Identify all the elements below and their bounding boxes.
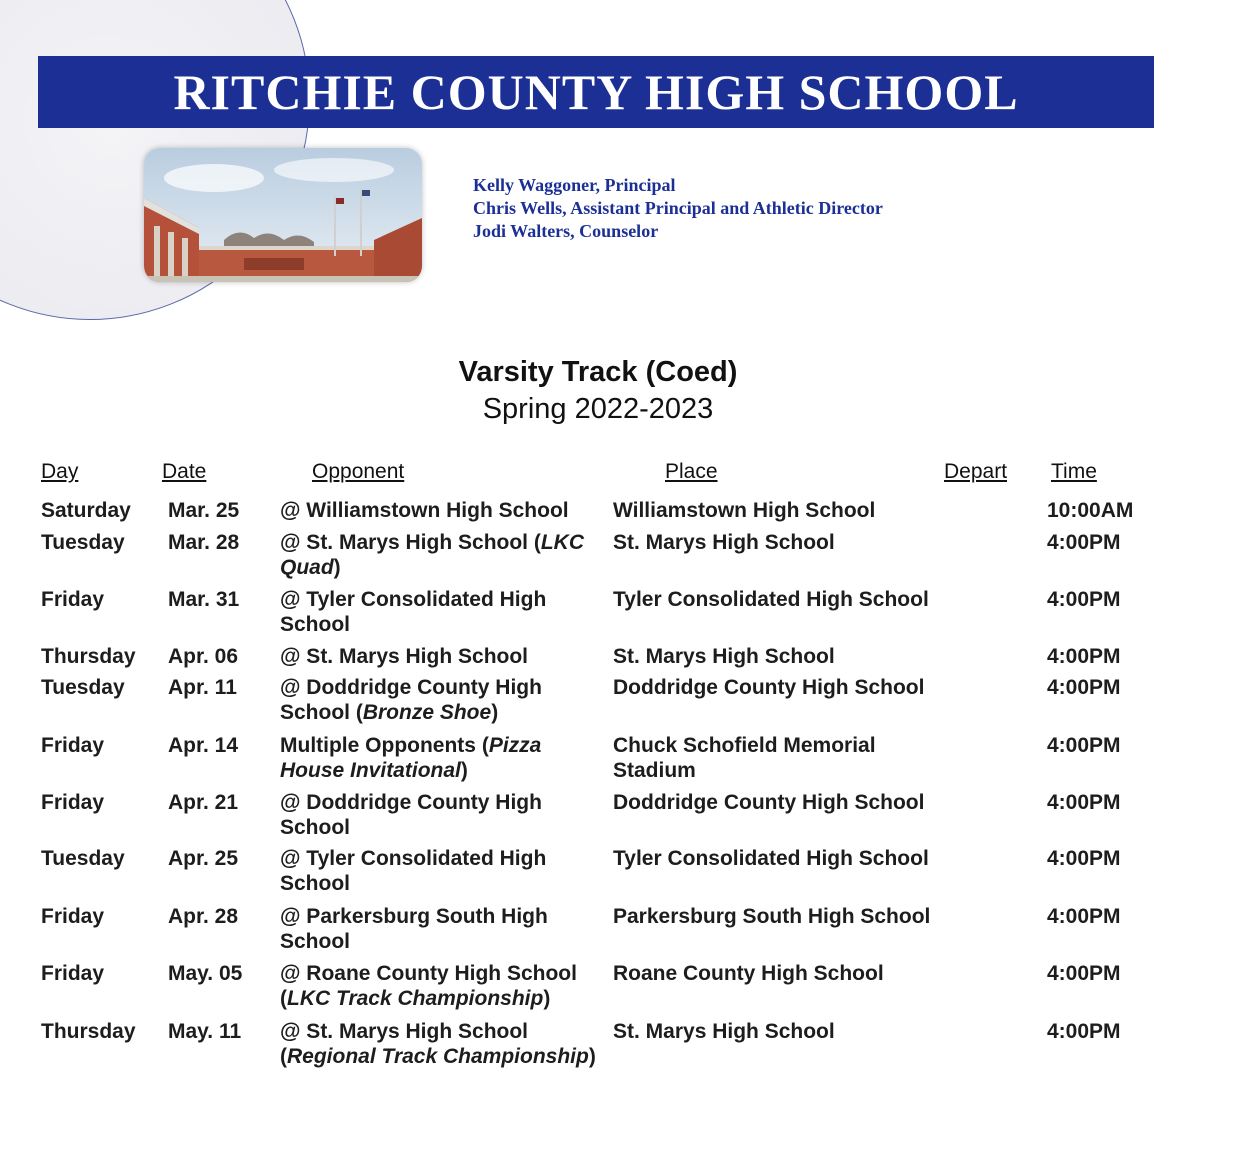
row-date: Apr. 28 [168, 905, 239, 928]
row-opponent [280, 675, 600, 725]
opponent-line2: (Regional Track Championship) [280, 1045, 596, 1068]
row-time: 4:00PM [1047, 905, 1121, 928]
row-place: Williamstown High School [613, 499, 876, 522]
column-header-opponent: Opponent [312, 460, 405, 483]
row-day: Friday [41, 734, 105, 757]
row-time: 4:00PM [1047, 531, 1121, 554]
row-time: 4:00PM [1047, 588, 1121, 611]
row-date: May. 05 [168, 962, 243, 985]
row-date: Mar. 31 [168, 588, 240, 611]
row-time: 10:00AM [1047, 499, 1134, 522]
row-day: Friday [41, 962, 105, 985]
opponent-line1: @ Doddridge County High [280, 676, 542, 699]
row-day: Tuesday [41, 676, 125, 699]
school-name: RITCHIE COUNTY HIGH SCHOOL [173, 64, 1019, 120]
column-header-day: Day [41, 460, 79, 483]
opponent-line2: School [280, 816, 351, 839]
row-date: Apr. 21 [168, 791, 239, 814]
row-opponent [280, 644, 600, 669]
row-day: Saturday [41, 499, 131, 522]
staff-assistant-principal: Chris Wells, Assistant Principal and Athletic Director [473, 198, 883, 218]
row-time: 4:00PM [1047, 1020, 1121, 1043]
opponent-line1: Multiple Opponents (Pizza [280, 734, 542, 757]
schedule-title: Varsity Track (Coed) [458, 356, 738, 388]
opponent-line2: School (Bronze Shoe) [280, 701, 499, 724]
staff-list [473, 174, 883, 243]
row-place: St. Marys High School [613, 531, 835, 554]
opponent-line2: School [280, 930, 351, 953]
row-date: Apr. 06 [168, 645, 239, 668]
row-day: Friday [41, 905, 105, 928]
row-opponent [280, 846, 600, 896]
opponent-line2: School [280, 872, 351, 895]
opponent-line1: @ Roane County High School [280, 962, 577, 985]
row-day: Thursday [41, 645, 136, 668]
row-place: Doddridge County High School [613, 676, 925, 699]
opponent-line1: @ St. Marys High School [280, 645, 529, 668]
opponent-line1: @ Parkersburg South High [280, 905, 548, 928]
opponent-line2: House Invitational) [280, 759, 468, 782]
row-time: 4:00PM [1047, 645, 1121, 668]
row-opponent [280, 530, 600, 580]
row-opponent [280, 904, 600, 954]
staff-counselor: Jodi Walters, Counselor [473, 221, 659, 241]
row-place: Chuck Schofield Memorial Stadium [613, 734, 876, 782]
header-banner [38, 56, 1154, 128]
row-day: Friday [41, 588, 105, 611]
row-date: Mar. 28 [168, 531, 240, 554]
opponent-line1: @ Tyler Consolidated High [280, 588, 547, 611]
opponent-line1: @ Williamstown High School [280, 499, 569, 522]
row-date: Mar. 25 [168, 499, 240, 522]
column-header-depart: Depart [944, 460, 1008, 483]
row-date: Apr. 14 [168, 734, 239, 757]
row-place: Tyler Consolidated High School [613, 588, 929, 611]
column-header-place: Place [665, 460, 718, 483]
row-opponent [280, 961, 600, 1011]
row-date: May. 11 [168, 1020, 242, 1043]
row-place: Tyler Consolidated High School [613, 847, 929, 870]
row-place: St. Marys High School [613, 1020, 835, 1043]
school-building-photo [144, 148, 422, 282]
schedule-season: Spring 2022-2023 [482, 393, 714, 425]
opponent-line2: Quad) [280, 556, 341, 579]
opponent-line2: (LKC Track Championship) [280, 987, 551, 1010]
row-time: 4:00PM [1047, 791, 1121, 814]
row-day: Thursday [41, 1020, 136, 1043]
opponent-line1: @ Tyler Consolidated High [280, 847, 547, 870]
opponent-line2: School [280, 613, 351, 636]
opponent-line1: @ St. Marys High School (LKC [280, 531, 585, 554]
row-place: Parkersburg South High School [613, 905, 931, 928]
row-day: Tuesday [41, 531, 125, 554]
row-opponent [280, 587, 600, 637]
row-day: Tuesday [41, 847, 125, 870]
row-place: Roane County High School [613, 962, 884, 985]
staff-principal: Kelly Waggoner, Principal [473, 175, 676, 195]
row-date: Apr. 25 [168, 847, 239, 870]
column-header-date: Date [162, 460, 207, 483]
row-time: 4:00PM [1047, 847, 1121, 870]
row-time: 4:00PM [1047, 962, 1121, 985]
row-time: 4:00PM [1047, 676, 1121, 699]
row-place: St. Marys High School [613, 645, 835, 668]
row-time: 4:00PM [1047, 734, 1121, 757]
row-date: Apr. 11 [168, 676, 237, 699]
row-opponent [280, 790, 600, 840]
row-day: Friday [41, 791, 105, 814]
row-place: Doddridge County High School [613, 791, 925, 814]
opponent-line1: @ Doddridge County High [280, 791, 542, 814]
column-header-time: Time [1051, 460, 1097, 483]
row-opponent [280, 498, 600, 523]
school-building-image [144, 148, 422, 282]
row-opponent [280, 733, 600, 783]
opponent-line1: @ St. Marys High School [280, 1020, 529, 1043]
row-opponent [280, 1019, 600, 1069]
